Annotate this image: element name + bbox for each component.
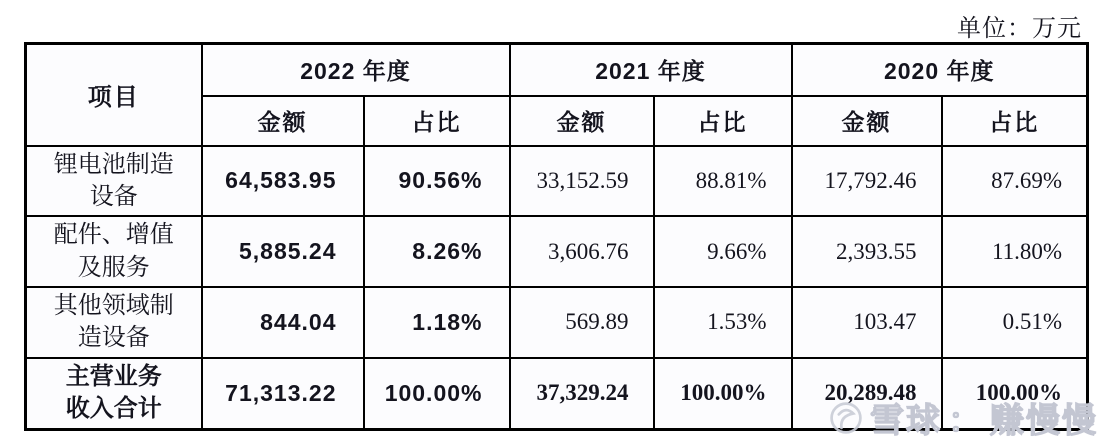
cell-ratio-2021: 9.66% [654,216,792,287]
column-header-item: 项目 [26,44,202,146]
cell-amount-2022: 5,885.24 [202,216,364,287]
cell-amount-2021: 569.89 [510,287,654,358]
cell-ratio-2020: 0.51% [942,287,1088,358]
cell-amount-2020: 103.47 [792,287,942,358]
column-header-ratio-2020: 占比 [942,96,1088,146]
table-header-row-years [26,44,1088,96]
row-label-parts-services [26,216,202,287]
column-header-ratio-2022: 占比 [364,96,510,146]
cell-ratio-2022: 90.56% [364,146,510,217]
cell-amount-2022: 844.04 [202,287,364,358]
watermark-colon: ： [948,402,984,440]
revenue-table [24,42,1089,431]
cell-ratio-2021: 1.53% [654,287,792,358]
cell-amount-2020: 2,393.55 [792,216,942,287]
watermark-username: 赚慢慢 [990,402,1098,440]
column-header-year-2022: 2022 年度 [202,44,510,96]
row-label-line: 锂电池制造 [53,151,174,178]
cell-ratio-2022: 1.18% [364,287,510,358]
row-label-line: 主营业务 [65,362,162,390]
cell-amount-2021: 33,152.59 [510,146,654,217]
cell-amount-2022: 64,583.95 [202,146,364,217]
cell-ratio-2020: 100.00% [942,358,1088,429]
row-label-line: 收入合计 [65,395,162,423]
cell-ratio-2020: 87.69% [942,146,1088,217]
cell-amount-2021: 3,606.76 [510,216,654,287]
table-row-total [26,358,1088,429]
row-label-line: 其他领域制 [53,293,174,320]
cell-ratio-2022: 8.26% [364,216,510,287]
table-row [26,146,1088,217]
cell-ratio-2020: 11.80% [942,216,1088,287]
cell-ratio-2021: 100.00% [654,358,792,429]
column-header-year-2021: 2021 年度 [510,44,792,96]
revenue-table-container [24,42,1086,431]
cell-ratio-2021: 88.81% [654,146,792,217]
watermark-brand: 雪球 [870,402,942,440]
row-label-line: 造设备 [77,325,150,352]
row-label-line: 配件、增值 [53,222,174,249]
cell-amount-2021: 37,329.24 [510,358,654,429]
row-label-line: 设备 [89,183,138,210]
row-label-other-equipment [26,287,202,358]
column-header-amount-2021: 金额 [510,96,654,146]
row-label-line: 及服务 [77,254,150,281]
table-row [26,287,1088,358]
cell-amount-2022: 71,313.22 [202,358,364,429]
row-label-lithium-equipment [26,146,202,217]
table-row [26,216,1088,287]
column-header-amount-2020: 金额 [792,96,942,146]
row-label-main-business-total [26,358,202,429]
column-header-year-2020: 2020 年度 [792,44,1088,96]
column-header-amount-2022: 金额 [202,96,364,146]
unit-label: 单位：万元 [957,16,1082,42]
column-header-ratio-2021: 占比 [654,96,792,146]
cell-amount-2020: 17,792.46 [792,146,942,217]
cell-amount-2020: 20,289.48 [792,358,942,429]
cell-ratio-2022: 100.00% [364,358,510,429]
